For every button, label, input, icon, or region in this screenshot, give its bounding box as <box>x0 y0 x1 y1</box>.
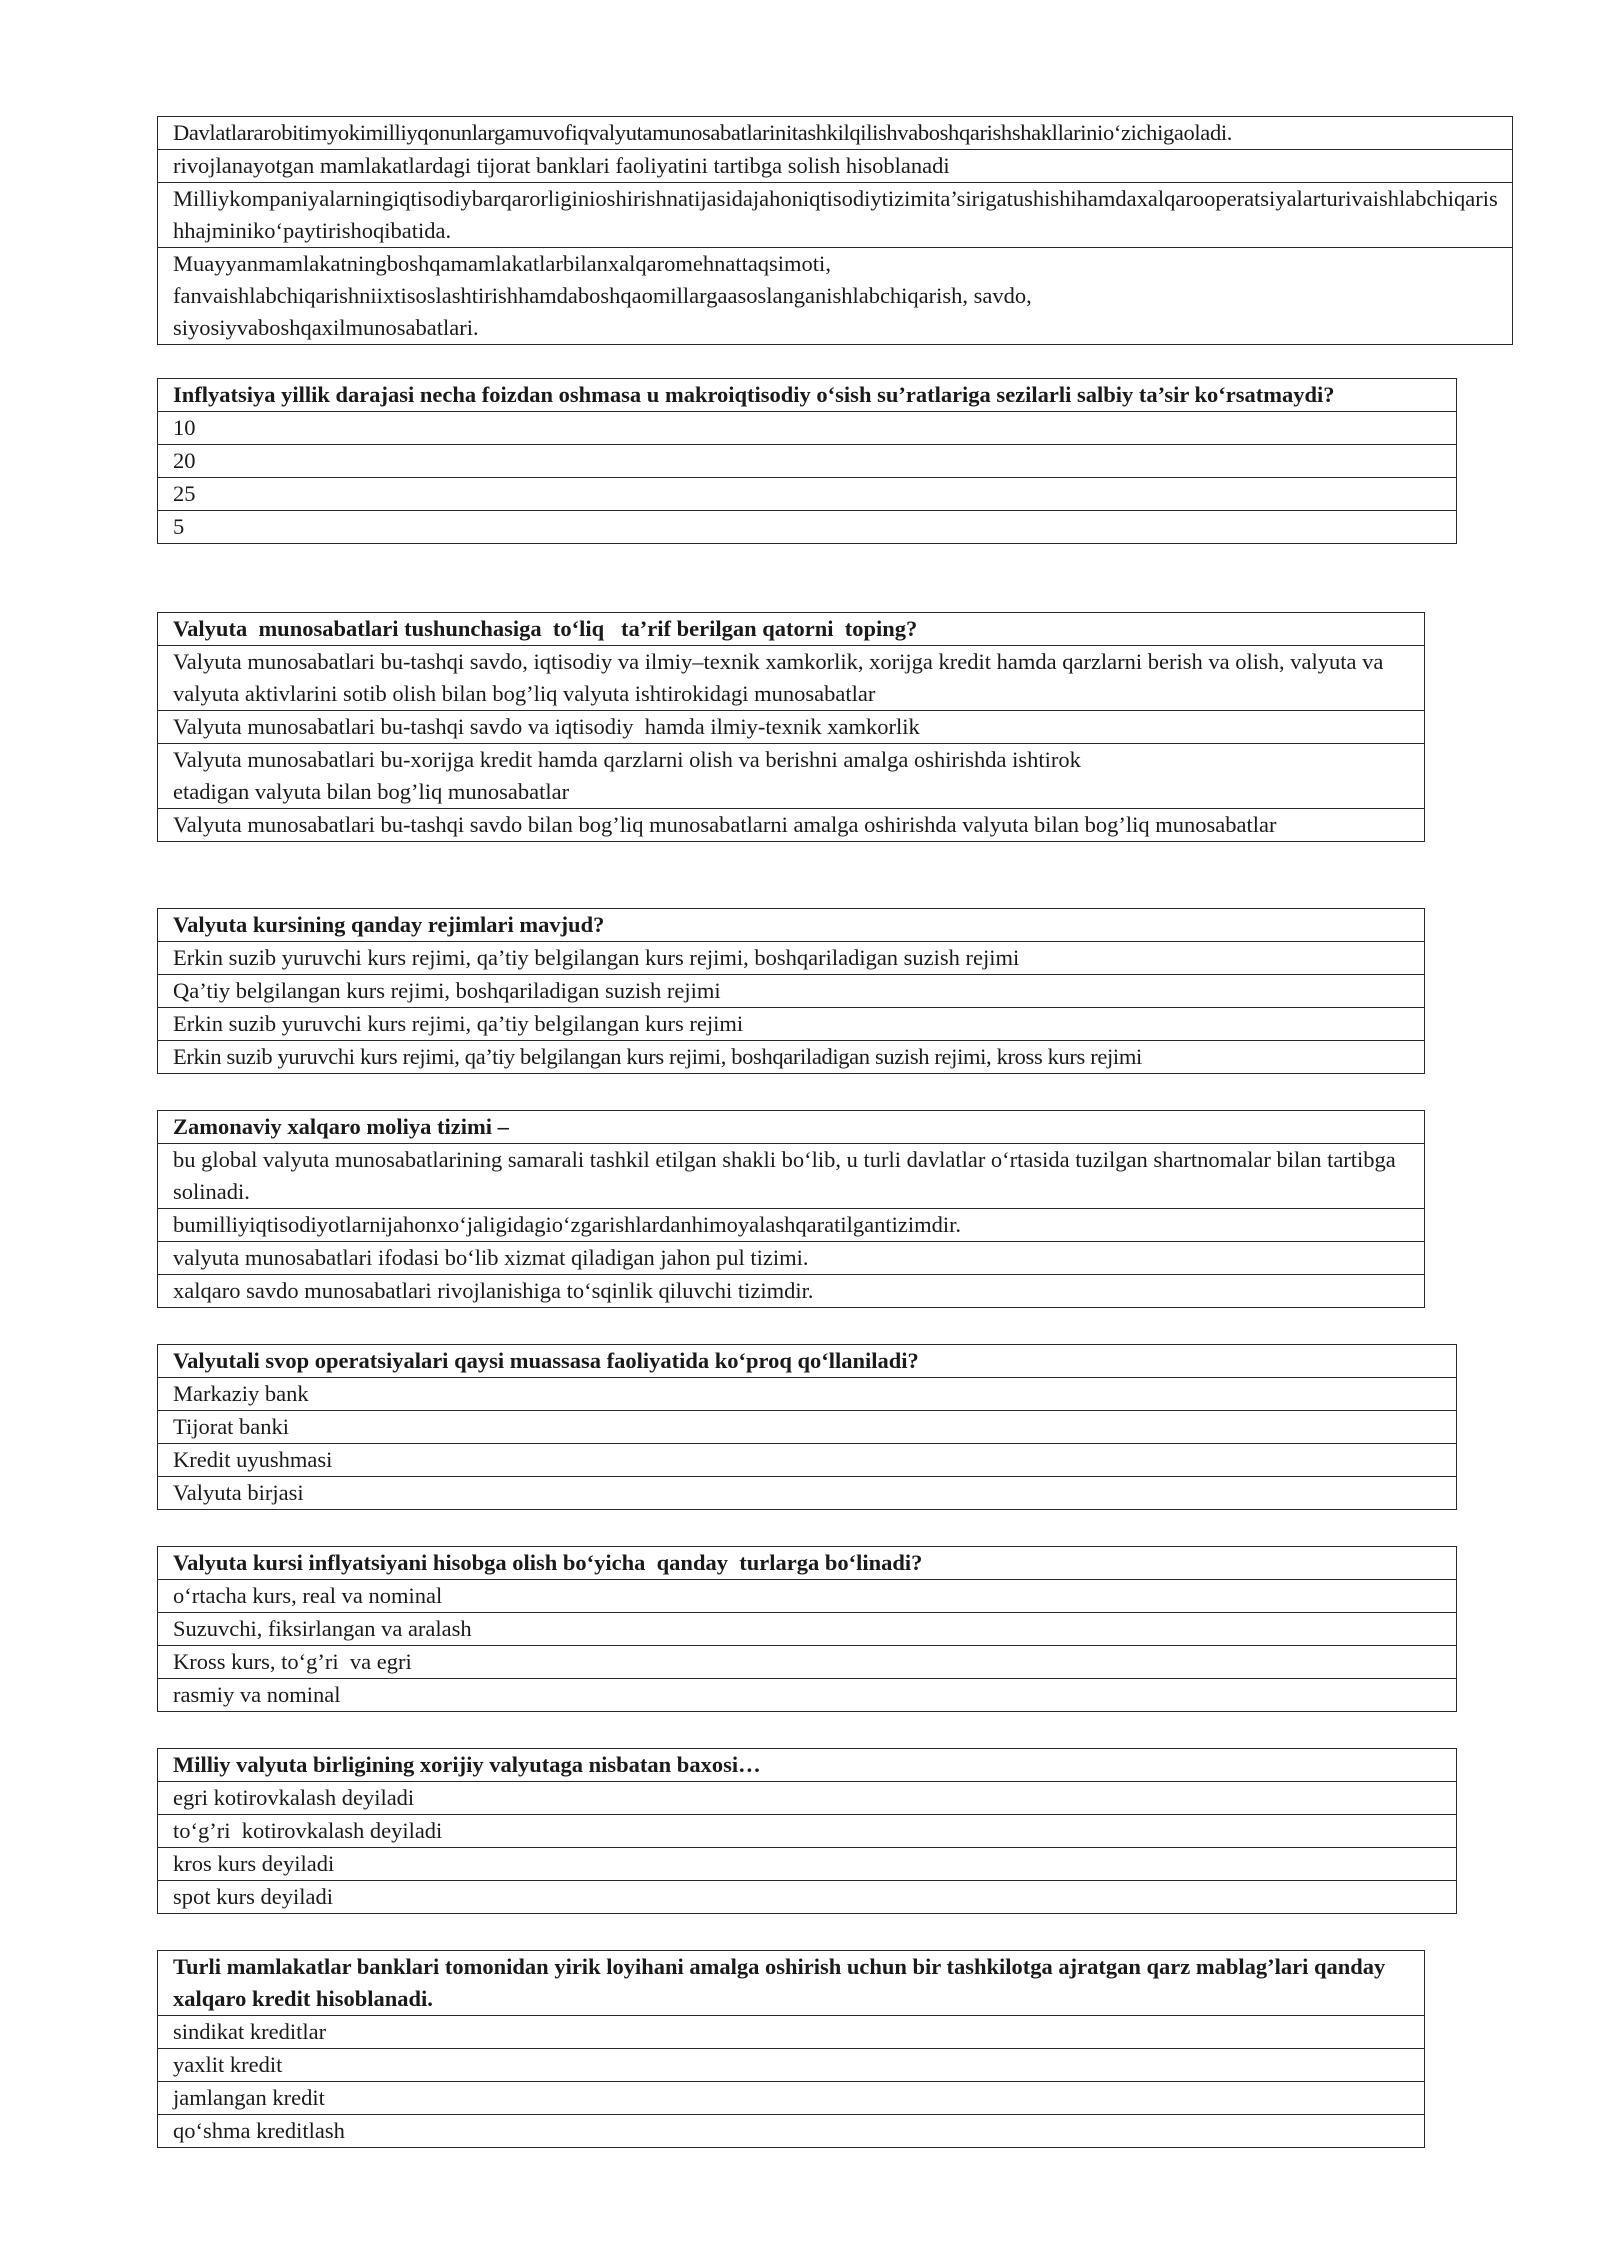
answer-row <box>158 975 1425 1008</box>
answer-option: Markaziy bank <box>158 1378 1457 1411</box>
answer-option: Muayyanmamlakatningboshqamamlakatlarbilanxalqaromehnattaqsimoti, fanvaishlabchiqarishniixtisoslashtirishhamdaboshqaomillargaasoslanganishlabchiqarish, savdo, siyosiyvaboshqaxilmunosabatlari. <box>158 248 1513 345</box>
answer-row <box>158 1881 1457 1914</box>
answer-option: Valyuta munosabatlari bu-xorijga kredit hamda qarzlarni olish va berishni amalga oshirishda ishtirok etadigan valyuta bilan bog’liq munosabatlar <box>158 744 1425 809</box>
answer-option: Valyuta munosabatlari bu-tashqi savdo, iqtisodiy va ilmiy–texnik xamkorlik, xorijga kredit hamda qarzlarni berish va olish, valyuta va valyuta aktivlarini sotib olish bilan bog’liq valyuta ishtirokidagi munosabatlar <box>158 646 1425 711</box>
answer-row <box>158 1242 1425 1275</box>
answer-option: sindikat kreditlar <box>158 2016 1425 2049</box>
answer-row <box>158 2082 1425 2115</box>
question-block-5 <box>157 1110 1425 1308</box>
answer-option: 25 <box>158 478 1457 511</box>
question-text: Zamonaviy xalqaro moliya tizimi – <box>158 1111 1425 1144</box>
answer-row <box>158 2049 1425 2082</box>
answer-row <box>158 1041 1425 1074</box>
answer-row <box>158 646 1425 711</box>
answer-option: yaxlit kredit <box>158 2049 1425 2082</box>
question-row <box>158 1111 1425 1144</box>
question-row <box>158 613 1425 646</box>
answer-row <box>158 1477 1457 1510</box>
answer-row <box>158 942 1425 975</box>
answer-row <box>158 1411 1457 1444</box>
answer-row <box>158 150 1513 183</box>
question-block-9 <box>157 1950 1425 2148</box>
question-text: Valyuta kursining qanday rejimlari mavjud? <box>158 909 1425 942</box>
answer-row <box>158 1613 1457 1646</box>
question-text: Milliy valyuta birligining xorijiy valyutaga nisbatan baxosi… <box>158 1749 1457 1782</box>
answer-row <box>158 711 1425 744</box>
answer-row <box>158 1848 1457 1881</box>
question-row <box>158 379 1457 412</box>
answer-option: Erkin suzib yuruvchi kurs rejimi, qa’tiy belgilangan kurs rejimi, boshqariladigan suzish rejimi, kross kurs rejimi <box>158 1041 1425 1074</box>
answer-row <box>158 1815 1457 1848</box>
answer-option: Valyuta munosabatlari bu-tashqi savdo va iqtisodiy hamda ilmiy-texnik xamkorlik <box>158 711 1425 744</box>
answer-option: o‘rtacha kurs, real va nominal <box>158 1580 1457 1613</box>
answer-row <box>158 1782 1457 1815</box>
answer-option: Valyuta birjasi <box>158 1477 1457 1510</box>
answer-option: bumilliyiqtisodiyotlarnijahonxo‘jaligidagio‘zgarishlardanhimoyalashqaratilgantizimdir. <box>158 1209 1425 1242</box>
question-text: Valyuta kursi inflyatsiyani hisobga olish bo‘yicha qanday turlarga bo‘linadi? <box>158 1547 1457 1580</box>
answer-option: to‘g’ri kotirovkalash deyiladi <box>158 1815 1457 1848</box>
question-row <box>158 1951 1425 2016</box>
answer-row <box>158 1209 1425 1242</box>
question-row <box>158 909 1425 942</box>
answer-option: rasmiy va nominal <box>158 1679 1457 1712</box>
answer-option: xalqaro savdo munosabatlari rivojlanishiga to‘sqinlik qiluvchi tizimdir. <box>158 1275 1425 1308</box>
answer-row <box>158 183 1513 248</box>
answer-row <box>158 1008 1425 1041</box>
answer-option: spot kurs deyiladi <box>158 1881 1457 1914</box>
answer-option: 5 <box>158 511 1457 544</box>
question-block-6 <box>157 1344 1457 1510</box>
answer-option: 10 <box>158 412 1457 445</box>
answer-row <box>158 2016 1425 2049</box>
answer-row <box>158 412 1457 445</box>
answer-option: Suzuvchi, fiksirlangan va aralash <box>158 1613 1457 1646</box>
answer-option: Davlatlararobitimyokimilliyqonunlargamuvofiqvalyutamunosabatlarinitashkilqilishvaboshqarishshakllarinio‘zichigaoladi. <box>158 117 1513 150</box>
answer-option: Qa’tiy belgilangan kurs rejimi, boshqariladigan suzish rejimi <box>158 975 1425 1008</box>
answer-row <box>158 1580 1457 1613</box>
answer-row <box>158 2115 1425 2148</box>
question-row <box>158 1749 1457 1782</box>
question-block-3 <box>157 612 1425 842</box>
answer-row <box>158 117 1513 150</box>
question-block-4 <box>157 908 1425 1074</box>
question-block-1 <box>157 116 1513 345</box>
answer-row <box>158 1378 1457 1411</box>
answer-option: kros kurs deyiladi <box>158 1848 1457 1881</box>
answer-option: Erkin suzib yuruvchi kurs rejimi, qa’tiy belgilangan kurs rejimi <box>158 1008 1425 1041</box>
answer-option: jamlangan kredit <box>158 2082 1425 2115</box>
question-block-7 <box>157 1546 1457 1712</box>
answer-row <box>158 1444 1457 1477</box>
question-text: Turli mamlakatlar banklari tomonidan yirik loyihani amalga oshirish uchun bir tashkilotga ajratgan qarz mablag’lari qanday xalqaro kredit hisoblanadi. <box>158 1951 1425 2016</box>
answer-row <box>158 1646 1457 1679</box>
answer-option: Tijorat banki <box>158 1411 1457 1444</box>
answer-option: rivojlanayotgan mamlakatlardagi tijorat banklari faoliyatini tartibga solish hisoblanadi <box>158 150 1513 183</box>
answer-option: Kross kurs, to‘g’ri va egri <box>158 1646 1457 1679</box>
answer-row <box>158 511 1457 544</box>
answer-row <box>158 445 1457 478</box>
answer-row <box>158 1679 1457 1712</box>
answer-row <box>158 1144 1425 1209</box>
answer-option: 20 <box>158 445 1457 478</box>
question-row <box>158 1547 1457 1580</box>
answer-option: Milliykompaniyalarningiqtisodiybarqarorliginioshirishnatijasidajahoniqtisodiytizimita’sirigatushishihamdaxalqarooperatsiyalarturivaishlabchiqarishhajminiko‘paytirishoqibatida. <box>158 183 1513 248</box>
answer-option: Kredit uyushmasi <box>158 1444 1457 1477</box>
answer-option: qo‘shma kreditlash <box>158 2115 1425 2148</box>
answer-row <box>158 478 1457 511</box>
question-text: Valyuta munosabatlari tushunchasiga to‘liq ta’rif berilgan qatorni toping? <box>158 613 1425 646</box>
answer-option: bu global valyuta munosabatlarining samarali tashkil etilgan shakli bo‘lib, u turli davlatlar o‘rtasida tuzilgan shartnomalar bilan tartibga solinadi. <box>158 1144 1425 1209</box>
answer-option: valyuta munosabatlari ifodasi bo‘lib xizmat qiladigan jahon pul tizimi. <box>158 1242 1425 1275</box>
answer-row <box>158 1275 1425 1308</box>
question-row <box>158 1345 1457 1378</box>
answer-option: egri kotirovkalash deyiladi <box>158 1782 1457 1815</box>
answer-option: Valyuta munosabatlari bu-tashqi savdo bilan bog’liq munosabatlarni amalga oshirishda valyuta bilan bog’liq munosabatlar <box>158 809 1425 842</box>
question-text: Inflyatsiya yillik darajasi necha foizdan oshmasa u makroiqtisodiy o‘sish su’ratlariga sezilarli salbiy ta’sir ko‘rsatmaydi? <box>158 379 1457 412</box>
question-text: Valyutali svop operatsiyalari qaysi muassasa faoliyatida ko‘proq qo‘llaniladi? <box>158 1345 1457 1378</box>
answer-option: Erkin suzib yuruvchi kurs rejimi, qa’tiy belgilangan kurs rejimi, boshqariladigan suzish rejimi <box>158 942 1425 975</box>
question-block-2 <box>157 378 1457 544</box>
question-block-8 <box>157 1748 1457 1914</box>
answer-row <box>158 809 1425 842</box>
answer-row <box>158 248 1513 345</box>
answer-row <box>158 744 1425 809</box>
